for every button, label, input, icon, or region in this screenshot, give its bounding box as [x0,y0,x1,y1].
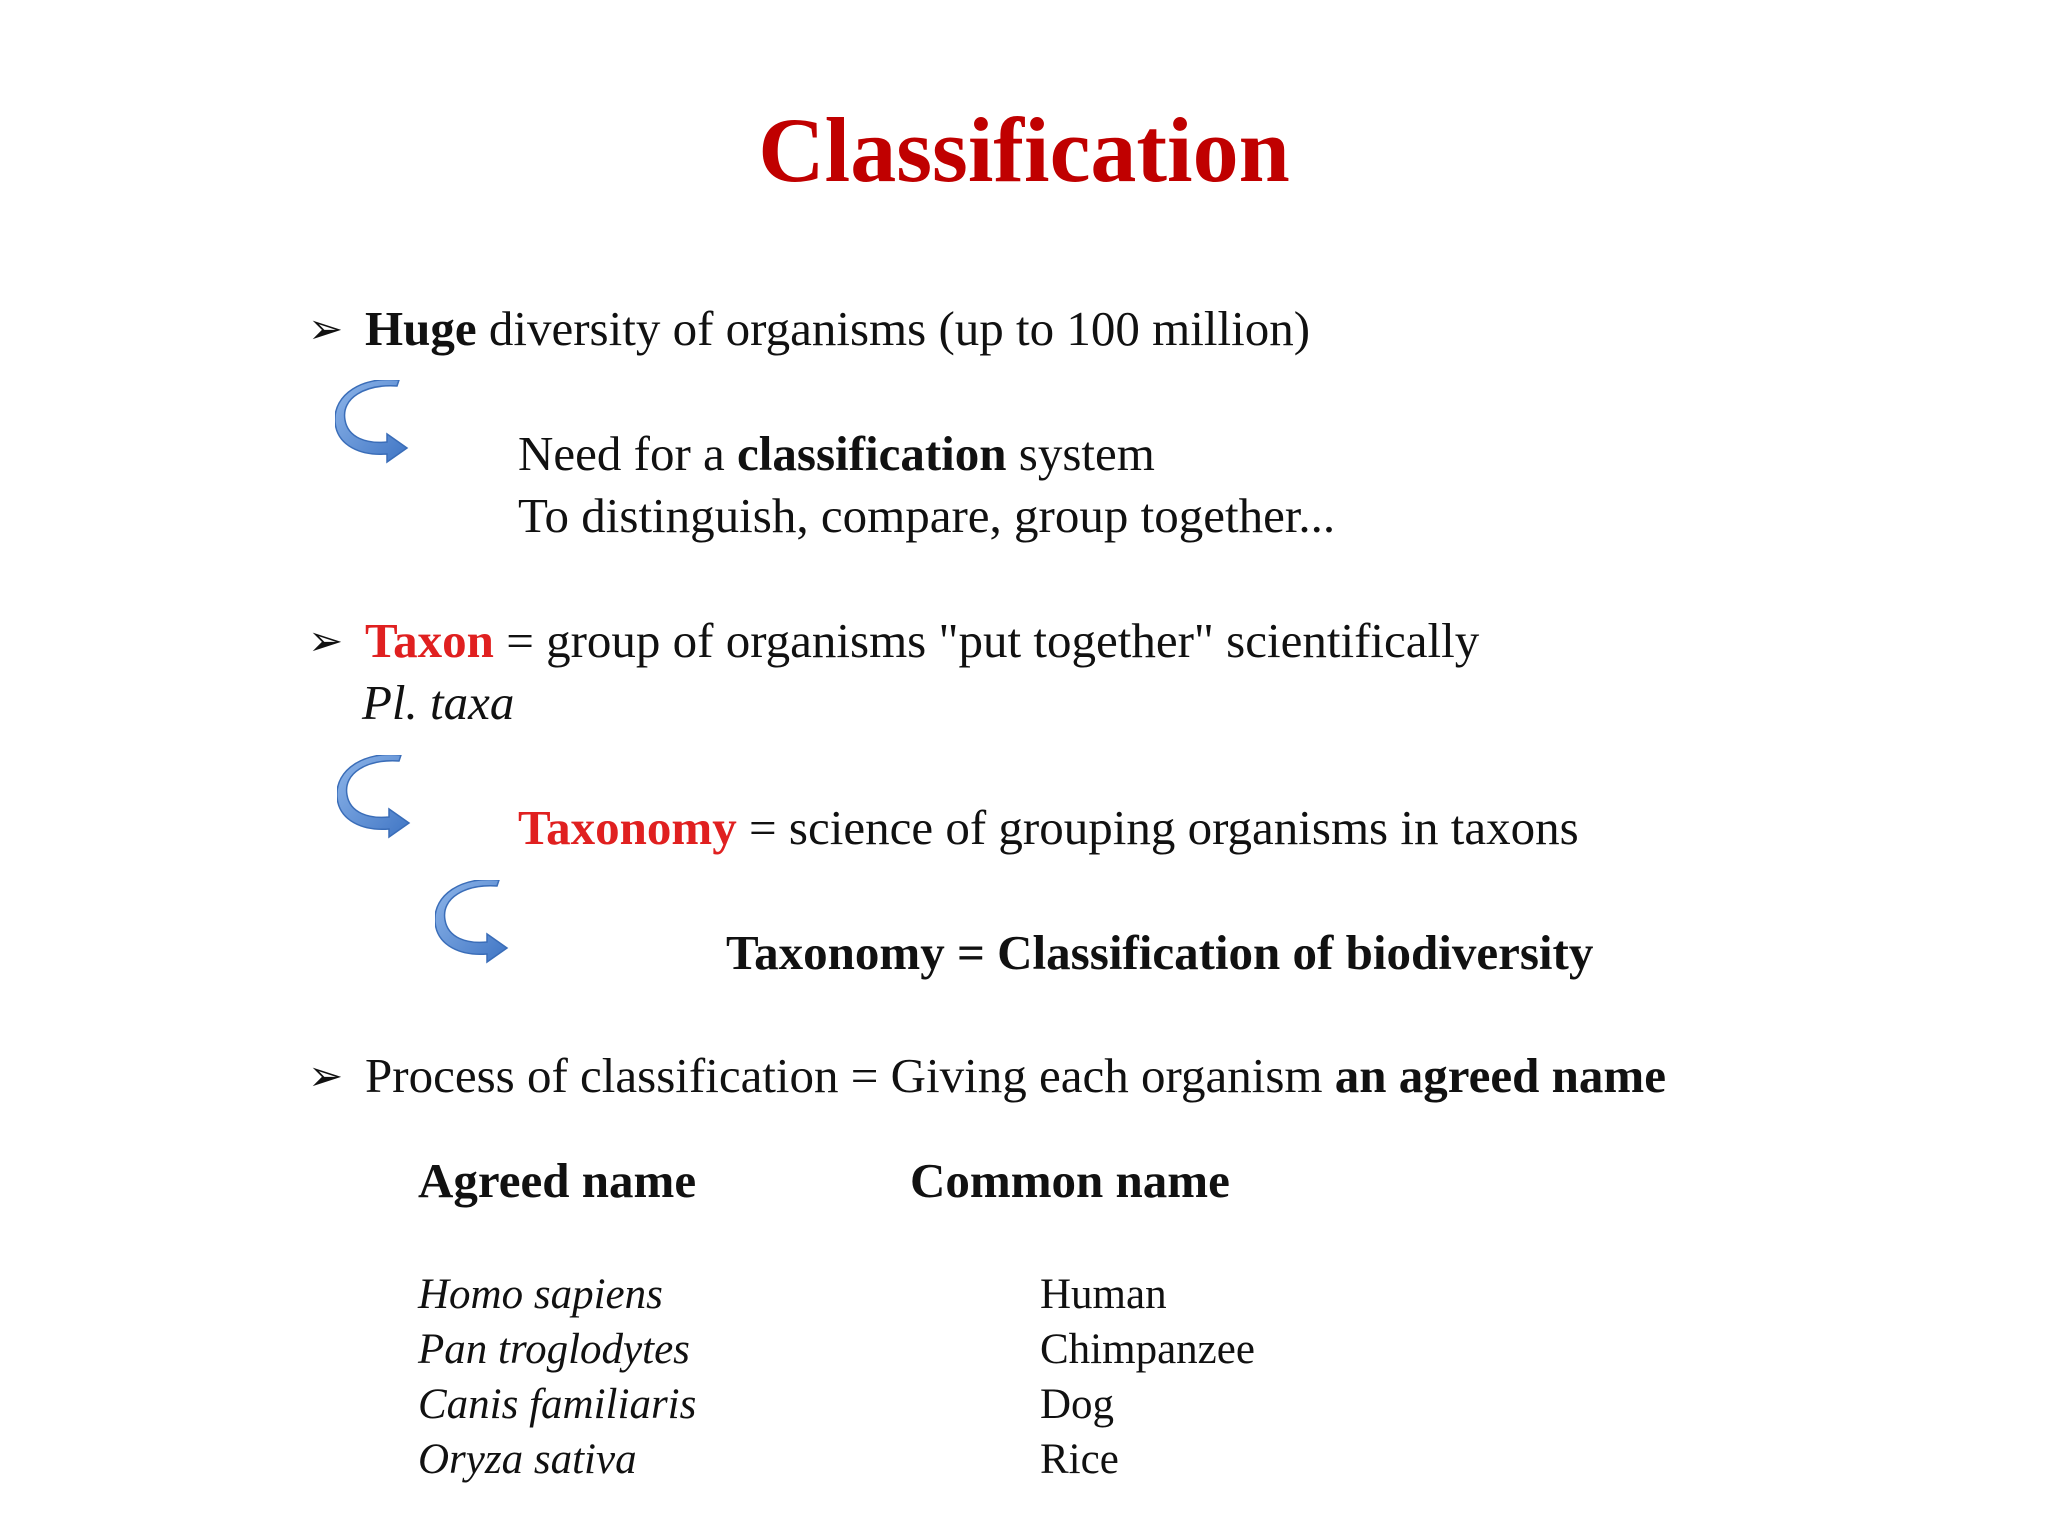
curved-arrow-icon [335,380,415,470]
taxonomy-term: Taxonomy [518,800,737,855]
agreed-name-cell: Pan troglodytes [418,1326,690,1373]
need-text: Need for a [518,426,738,481]
header-agreed-name: Agreed name [418,1153,697,1208]
need-classification-line [518,423,1155,485]
classification-bold: classification [737,426,1007,481]
agreed-name-cell: Homo sapiens [418,1271,663,1318]
taxon-definition: = group of organisms "put together" scientifically [493,613,1480,668]
bullet-bold-text: Huge [365,301,477,356]
bullet-text: diversity of organisms (up to 100 million) [476,301,1311,356]
taxon-term: Taxon [365,613,494,668]
curved-arrow-icon [337,755,417,845]
bullet-icon: ➢ [308,1051,344,1100]
bullet-icon: ➢ [308,616,344,665]
curved-arrow-icon [435,880,515,970]
distinguish-line: To distinguish, compare, group together... [518,488,1336,543]
agreed-name-cell: Oryza sativa [418,1436,637,1483]
common-name-cell: Human [1040,1271,1167,1318]
agreed-name-bold: an agreed name [1334,1048,1666,1103]
plural-taxa: Pl. taxa [362,675,515,730]
common-name-cell: Chimpanzee [1040,1326,1255,1373]
agreed-name-cell: Canis familiaris [418,1381,697,1428]
common-name-cell: Dog [1040,1381,1115,1428]
bullet-icon: ➢ [308,304,344,353]
taxonomy-definition-line [518,797,1579,859]
bullet-taxon [365,610,1479,672]
bullet-process [365,1045,1666,1107]
header-common-name: Common name [910,1153,1230,1208]
taxonomy-definition: = science of grouping organisms in taxons [736,800,1579,855]
process-text: Process of classification = Giving each organism [365,1048,1335,1103]
common-name-cell: Rice [1040,1436,1119,1483]
bullet-huge-diversity [365,298,1310,360]
taxonomy-equals-classification: Taxonomy = Classification of biodiversity [726,925,1594,980]
page-title: Classification [758,99,1290,201]
system-text: system [1006,426,1155,481]
